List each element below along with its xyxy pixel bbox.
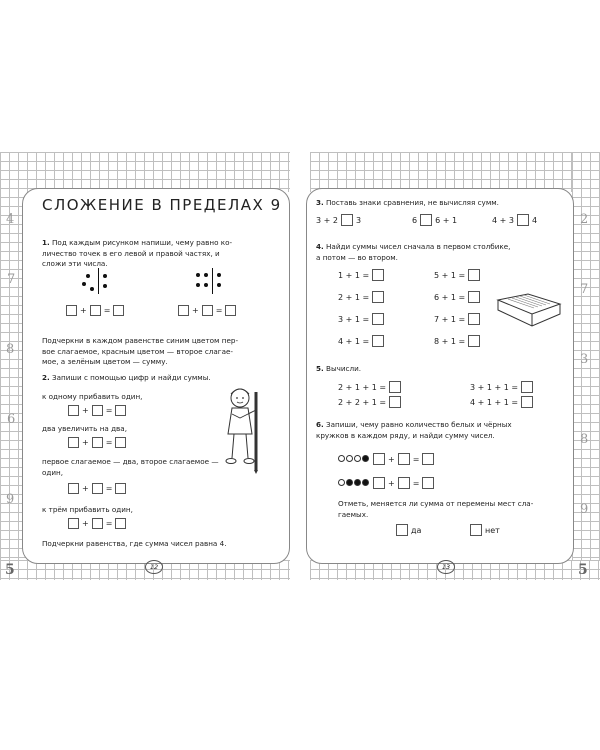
task4-line2: а потом — во втором. xyxy=(316,252,398,262)
equals-sign: = xyxy=(105,438,113,447)
open-notebook-illustration-icon xyxy=(494,290,564,334)
answer-box[interactable] xyxy=(389,381,401,393)
answer-box[interactable] xyxy=(92,437,103,448)
task6-row-2 xyxy=(338,477,434,489)
decorative-digit-icon: 5 xyxy=(578,562,588,578)
equals-sign: = xyxy=(105,484,113,493)
compare-box[interactable] xyxy=(341,214,353,226)
task4-row xyxy=(434,313,480,325)
page-title: СЛОЖЕНИЕ В ПРЕДЕЛАХ 9 xyxy=(42,196,282,214)
answer-box[interactable] xyxy=(422,477,434,489)
task5-row xyxy=(338,381,401,393)
task2-item3-line1: первое слагаемое — два, второе слагаемое — xyxy=(42,457,219,466)
task4-row xyxy=(338,313,384,325)
task3-heading xyxy=(316,198,499,209)
compare-left: 3 + 2 xyxy=(316,215,338,225)
task1-equation-2 xyxy=(178,305,236,316)
expression: 2 + 2 + 1 = xyxy=(338,397,387,407)
decorative-digit-icon: 6 xyxy=(7,412,16,427)
equals-sign: = xyxy=(105,406,113,415)
answer-box[interactable] xyxy=(202,305,213,316)
answer-box[interactable] xyxy=(68,518,79,529)
decorative-digit-icon: 7 xyxy=(7,272,16,287)
answer-box[interactable] xyxy=(115,483,126,494)
answer-box[interactable] xyxy=(468,269,480,281)
task1-line3: сложи эти числа. xyxy=(42,259,108,268)
no-option[interactable] xyxy=(470,524,500,536)
task2-item2: два увеличить на два, xyxy=(42,424,127,433)
plus-sign: + xyxy=(82,519,89,528)
plus-sign: + xyxy=(388,454,395,464)
expression: 1 + 1 = xyxy=(338,270,370,280)
task6-row-1 xyxy=(338,453,434,465)
decorative-digit-icon: 4 xyxy=(6,212,15,227)
task2-footer: Подчеркни равенства, где сумма чисел равна 4. xyxy=(42,539,227,548)
equals-sign: = xyxy=(412,478,420,488)
answer-box[interactable] xyxy=(66,305,77,316)
expression: 4 + 1 = xyxy=(338,336,370,346)
task1-note-line3: мое, а зелёным цветом — сумму. xyxy=(42,357,168,366)
answer-box[interactable] xyxy=(521,396,533,408)
task1-line1: Под каждым рисунком напиши, чему равно ко- xyxy=(52,238,233,247)
task6-line2: кружков в каждом ряду, и найди сумму чисел. xyxy=(316,430,495,440)
page-number: 12 xyxy=(145,560,163,574)
task-number: 4. xyxy=(316,242,324,251)
task2-text: Запиши с помощью цифр и найди суммы. xyxy=(52,373,211,382)
grid-border-top-right xyxy=(310,152,600,192)
no-checkbox[interactable] xyxy=(470,524,482,536)
expression: 8 + 1 = xyxy=(434,336,466,346)
answer-box[interactable] xyxy=(225,305,236,316)
task2-heading xyxy=(42,373,278,384)
task5-text: Вычисли. xyxy=(326,364,362,373)
answer-box[interactable] xyxy=(90,305,101,316)
plus-sign: + xyxy=(82,484,89,493)
answer-box[interactable] xyxy=(372,313,384,325)
task-number: 3. xyxy=(316,198,324,207)
answer-box[interactable] xyxy=(68,483,79,494)
equals-sign: = xyxy=(105,519,113,528)
decorative-digit-icon: 8 xyxy=(6,342,15,357)
expression: 5 + 1 = xyxy=(434,270,466,280)
answer-box[interactable] xyxy=(178,305,189,316)
task-number: 5. xyxy=(316,364,324,373)
answer-box[interactable] xyxy=(398,477,410,489)
plus-sign: + xyxy=(192,306,199,315)
grid-border-top-left xyxy=(0,152,290,192)
answer-box[interactable] xyxy=(115,437,126,448)
answer-box[interactable] xyxy=(468,313,480,325)
task2-equation-4 xyxy=(68,518,126,529)
answer-box[interactable] xyxy=(92,405,103,416)
answer-box[interactable] xyxy=(115,518,126,529)
yes-option[interactable] xyxy=(396,524,421,536)
answer-box[interactable] xyxy=(115,405,126,416)
expression: 7 + 1 = xyxy=(434,314,466,324)
task4-row xyxy=(338,335,384,347)
task1-text xyxy=(42,238,274,270)
compare-right: 3 xyxy=(355,215,362,225)
answer-box[interactable] xyxy=(398,453,410,465)
task3-text: Поставь знаки сравнения, не вычисляя сумм. xyxy=(326,198,499,207)
task4-line1: Найди суммы чисел сначала в первом столбике, xyxy=(326,242,511,251)
answer-box[interactable] xyxy=(389,396,401,408)
compare-left: 6 xyxy=(412,215,418,225)
answer-box[interactable] xyxy=(468,335,480,347)
expression: 6 + 1 = xyxy=(434,292,466,302)
plus-sign: + xyxy=(80,306,87,315)
task4-row xyxy=(338,269,384,281)
answer-box[interactable] xyxy=(372,335,384,347)
task3-compare-2 xyxy=(412,214,457,226)
task2-item3-line2: один, xyxy=(42,467,64,477)
equals-sign: = xyxy=(215,306,223,315)
expression: 2 + 1 = xyxy=(338,292,370,302)
task5-row xyxy=(470,396,533,408)
task1-equation-1 xyxy=(66,305,124,316)
answer-box[interactable] xyxy=(68,405,79,416)
page-number: 13 xyxy=(437,560,455,574)
yes-checkbox[interactable] xyxy=(396,524,408,536)
yes-label: да xyxy=(411,525,422,535)
task3-compare-3 xyxy=(492,214,537,226)
task2-equation-1 xyxy=(68,405,126,416)
task-number: 2. xyxy=(42,373,50,382)
answer-box[interactable] xyxy=(422,453,434,465)
task3-compare-1 xyxy=(316,214,361,226)
expression: 2 + 1 + 1 = xyxy=(338,382,387,392)
answer-box[interactable] xyxy=(372,269,384,281)
decorative-digit-icon: 3 xyxy=(580,352,589,367)
task5-row xyxy=(470,381,533,393)
decorative-digit-icon: 8 xyxy=(580,432,589,447)
answer-box[interactable] xyxy=(521,381,533,393)
circles-group xyxy=(338,455,370,464)
decorative-digit-icon: 9 xyxy=(6,492,15,507)
answer-box[interactable] xyxy=(372,291,384,303)
task4-heading xyxy=(316,242,566,263)
compare-right: 6 + 1 xyxy=(435,215,458,225)
task6-question-line2: гаемых. xyxy=(338,509,369,519)
equals-sign: = xyxy=(412,454,420,464)
decorative-digit-icon: 2 xyxy=(580,212,589,227)
equals-sign: = xyxy=(103,306,111,315)
task4-row xyxy=(434,269,480,281)
task2-item4: к трём прибавить один, xyxy=(42,505,133,514)
compare-right: 4 xyxy=(531,215,538,225)
task4-row xyxy=(434,335,480,347)
answer-box[interactable] xyxy=(68,437,79,448)
task4-row xyxy=(338,291,384,303)
task2-equation-2 xyxy=(68,437,126,448)
no-label: нет xyxy=(485,525,500,535)
girl-with-pencil-illustration-icon xyxy=(218,384,270,474)
compare-left: 4 + 3 xyxy=(492,215,514,225)
task5-row xyxy=(338,396,401,408)
task6-question-line1: Отметь, меняется ли сумма от перемены мест сла- xyxy=(338,499,534,508)
circles-group xyxy=(338,479,370,488)
task4-row xyxy=(434,291,480,303)
expression: 3 + 1 + 1 = xyxy=(470,382,519,392)
book-spread xyxy=(0,152,600,580)
task2-equation-3 xyxy=(68,483,126,494)
plus-sign: + xyxy=(388,478,395,488)
compare-box[interactable] xyxy=(420,214,432,226)
task-number: 6. xyxy=(316,420,324,429)
task6-line1: Запиши, чему равно количество белых и чёрных xyxy=(326,420,512,429)
compare-box[interactable] xyxy=(517,214,529,226)
answer-box[interactable] xyxy=(373,477,385,489)
answer-box[interactable] xyxy=(468,291,480,303)
expression: 3 + 1 = xyxy=(338,314,370,324)
task1-note-line2: вое слагаемое, красным цветом — второе слагае- xyxy=(42,346,233,356)
task5-heading xyxy=(316,364,361,375)
task6-question xyxy=(338,499,568,520)
answer-box[interactable] xyxy=(92,518,103,529)
task1-note xyxy=(42,336,278,368)
task1-note-line1: Подчеркни в каждом равенстве синим цветом пер- xyxy=(42,336,239,345)
answer-box[interactable] xyxy=(92,483,103,494)
task6-heading xyxy=(316,420,566,441)
plus-sign: + xyxy=(82,406,89,415)
answer-box[interactable] xyxy=(113,305,124,316)
decorative-digit-icon: 5 xyxy=(5,562,15,578)
plus-sign: + xyxy=(82,438,89,447)
answer-box[interactable] xyxy=(373,453,385,465)
expression: 4 + 1 + 1 = xyxy=(470,397,519,407)
task-number: 1. xyxy=(42,238,50,247)
decorative-digit-icon: 7 xyxy=(580,282,589,297)
decorative-digit-icon: 9 xyxy=(580,502,589,517)
task1-line2: личество точек в его левой и правой частях, и xyxy=(42,248,220,258)
task2-item1: к одному прибавить один, xyxy=(42,392,143,401)
